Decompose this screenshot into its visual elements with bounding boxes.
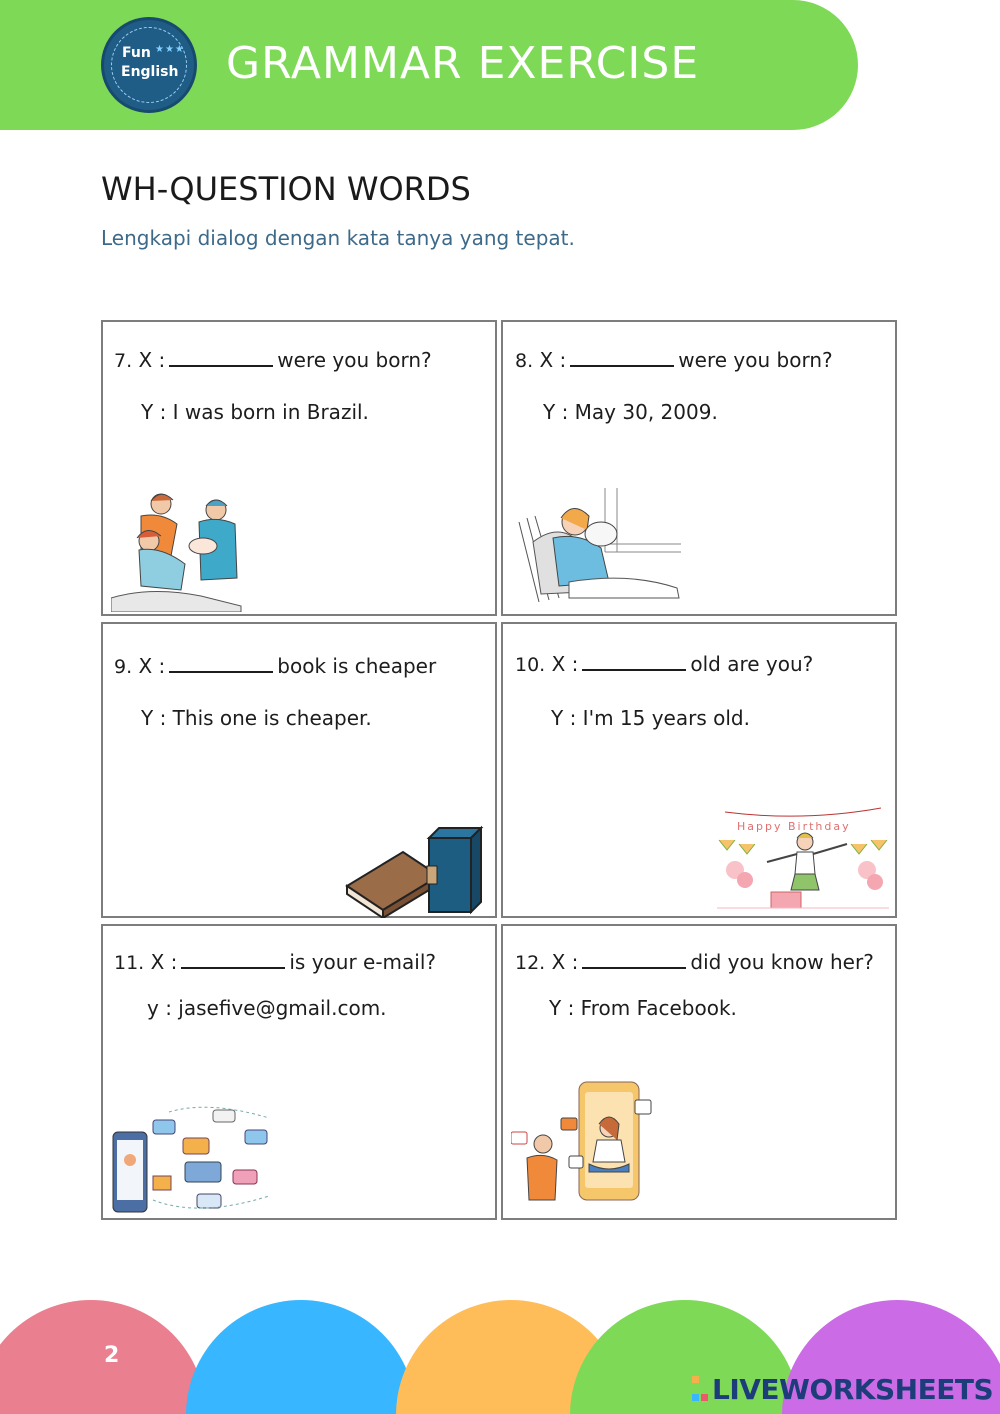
- answer-line: Y : I was born in Brazil.: [141, 400, 369, 424]
- answer-blank[interactable]: [570, 351, 674, 367]
- question-text: were you born?: [678, 348, 833, 372]
- speaker-x: X :: [138, 654, 166, 678]
- logo-text-english: English: [121, 64, 179, 80]
- birthday-banner-text: Happy Birthday: [737, 820, 851, 833]
- question-card-9: [101, 622, 497, 918]
- question-number: 9.: [114, 656, 133, 678]
- page-number: 2: [104, 1343, 120, 1368]
- question-line: [515, 348, 833, 372]
- question-card-8: [501, 320, 897, 616]
- question-line: [515, 652, 813, 676]
- question-card-10: [501, 622, 897, 918]
- birthday-party-illustration: [717, 800, 889, 914]
- speaker-x: X :: [138, 348, 166, 372]
- question-text: old are you?: [690, 652, 814, 676]
- speaker-x: X :: [551, 950, 579, 974]
- question-text: did you know her?: [690, 950, 874, 974]
- question-card-12: [501, 924, 897, 1220]
- answer-blank[interactable]: [582, 953, 686, 969]
- question-number: 7.: [114, 350, 133, 372]
- question-line: [114, 950, 436, 974]
- mother-baby-illustration: [509, 482, 689, 612]
- question-line: [114, 348, 432, 372]
- brand-text: LIVEWORKSHEETS: [712, 1373, 994, 1406]
- question-line: [114, 654, 436, 678]
- answer-line: Y : From Facebook.: [549, 996, 737, 1020]
- phone-messages-illustration: [109, 1100, 277, 1218]
- section-title: WH-QUESTION WORDS: [101, 170, 471, 208]
- speaker-x: X :: [539, 348, 567, 372]
- question-line: [515, 950, 874, 974]
- speaker-x: X :: [551, 652, 579, 676]
- footer-circle-pink: [0, 1300, 206, 1414]
- answer-line: Y : I'm 15 years old.: [551, 706, 750, 730]
- answer-line: Y : May 30, 2009.: [543, 400, 718, 424]
- question-card-11: [101, 924, 497, 1220]
- fun-english-logo: [101, 17, 197, 113]
- question-number: 8.: [515, 350, 534, 372]
- question-card-7: [101, 320, 497, 616]
- footer-circle-blue: [186, 1300, 416, 1414]
- liveworksheets-logo: [692, 1373, 993, 1406]
- question-number: 11.: [114, 952, 145, 974]
- books-illustration: [343, 822, 487, 918]
- instruction-text: Lengkapi dialog dengan kata tanya yang tepat.: [101, 226, 575, 250]
- speaker-x: X :: [150, 950, 178, 974]
- answer-line: y : jasefive@gmail.com.: [147, 996, 387, 1020]
- answer-blank[interactable]: [181, 953, 285, 969]
- birth-scene-illustration: [111, 486, 243, 612]
- question-number: 10.: [515, 654, 546, 676]
- logo-text-fun: Fun: [122, 45, 151, 61]
- answer-line: Y : This one is cheaper.: [141, 706, 372, 730]
- question-number: 12.: [515, 952, 546, 974]
- answer-blank[interactable]: [582, 655, 686, 671]
- social-media-illustration: [511, 1078, 661, 1218]
- question-text: is your e-mail?: [289, 950, 437, 974]
- logo-stars-icon: ★★★: [155, 44, 185, 55]
- header-title: GRAMMAR EXERCISE: [226, 38, 700, 89]
- question-text: book is cheaper: [277, 654, 437, 678]
- liveworksheets-mark-icon: [692, 1376, 710, 1402]
- answer-blank[interactable]: [169, 657, 273, 673]
- answer-blank[interactable]: [169, 351, 273, 367]
- question-text: were you born?: [277, 348, 432, 372]
